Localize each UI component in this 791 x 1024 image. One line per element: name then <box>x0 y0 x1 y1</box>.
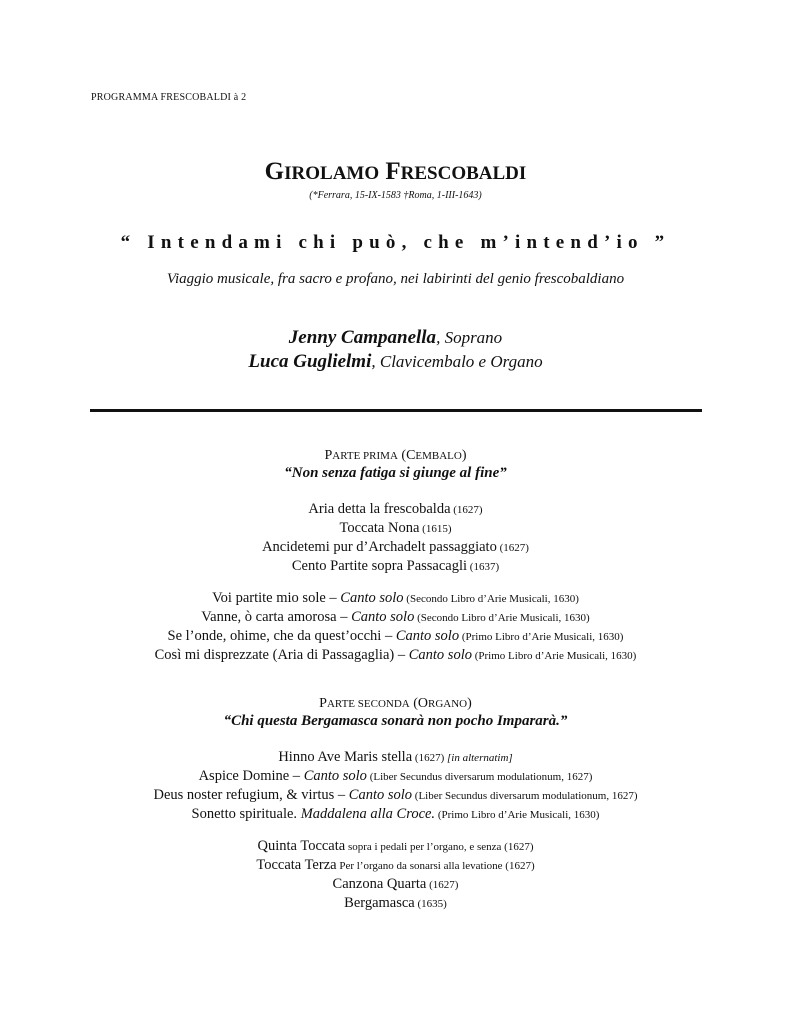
page-header: PROGRAMMA FRESCOBALDI à 2 <box>91 92 247 103</box>
list-item <box>0 767 791 786</box>
part-1-motto: “Non senza fatiga si giunge al fine” <box>284 465 507 481</box>
piece-info: Per l’organo da sonarsi alla levatione (1627) <box>336 860 535 872</box>
heading-close: ) <box>461 448 467 463</box>
piece-info: (1627) <box>412 752 447 764</box>
piece-info: (Primo Libro d’Arie Musicali, 1630) <box>471 650 637 662</box>
piece-info: sopra i pedali per l’organo, e senza (1627) <box>345 841 534 853</box>
piece-title: Aspice Domine – <box>198 768 304 784</box>
piece-info: (1627) <box>450 504 483 516</box>
list-item <box>0 646 791 665</box>
title-initial-1: G <box>264 158 285 185</box>
part-2-motto: “Chi questa Bergamasca sonarà non pocho Impararà.” <box>223 713 568 729</box>
piece-info: (Secondo Libro d’Arie Musicali, 1630) <box>414 612 590 624</box>
part-2-heading <box>0 696 791 712</box>
piece-title: Hinno Ave Maris stella <box>278 749 413 765</box>
performer-role: , Soprano <box>436 328 503 347</box>
piece-title: Bergamasca <box>344 895 415 911</box>
list-item <box>0 500 791 519</box>
piece-title: Sonetto spirituale. <box>191 806 301 822</box>
list-item <box>0 748 791 767</box>
heading-cap: (O <box>413 696 429 711</box>
title-rest-2: RESCOBALDI <box>400 163 527 184</box>
piece-title: Deus noster refugium, & virtus – <box>153 787 349 803</box>
piece-voice: Canto solo <box>303 768 367 784</box>
piece-info: (1635) <box>414 898 447 910</box>
list-item <box>0 805 791 824</box>
piece-title: Quinta Toccata <box>257 838 346 854</box>
list-item <box>0 538 791 557</box>
list-item <box>0 894 791 913</box>
piece-info: (1627) <box>426 879 459 891</box>
piece-info: (1615) <box>419 523 452 535</box>
heading-cap: (C <box>401 448 416 463</box>
heading-word: EMBALO <box>415 450 462 462</box>
program-motto: “ Intendami chi può, che m’intend’io ” <box>120 232 671 253</box>
piece-title: Se l’onde, ohime, che da quest’occhi – <box>167 628 396 644</box>
piece-info: (Liber Secundus diversarum modulationum, 1627) <box>366 771 593 783</box>
part-2-group-1 <box>0 748 791 824</box>
piece-voice: Canto solo <box>408 647 472 663</box>
title-rest-1: IROLAMO <box>284 163 380 184</box>
piece-info: (Primo Libro d’Arie Musicali, 1630) <box>435 809 600 821</box>
piece-info: (1627) <box>496 542 529 554</box>
piece-title: Toccata Nona <box>339 520 420 536</box>
performer-name: Luca Guglielmi <box>248 351 372 372</box>
heading-cap: P <box>319 696 327 711</box>
piece-voice: Canto solo <box>395 628 460 644</box>
piece-title: Ancidetemi pur d’Archadelt passaggiato <box>262 539 497 555</box>
piece-title: Canzona Quarta <box>332 876 427 892</box>
part-2-group-2 <box>0 837 791 913</box>
composer-title <box>0 158 791 186</box>
program-subtitle: Viaggio musicale, fra sacro e profano, nei labirinti del genio frescobaldiano <box>166 271 625 287</box>
piece-title: Cento Partite sopra Passacagli <box>291 558 468 574</box>
piece-voice: Canto solo <box>340 590 404 606</box>
piece-title: Così mi disprezzate (Aria di Passagaglia) – <box>154 647 409 663</box>
performer-name: Jenny Campanella <box>288 327 437 348</box>
title-initial-2: F <box>385 158 401 185</box>
list-item <box>0 557 791 576</box>
piece-title: Toccata Terza <box>256 857 337 873</box>
piece-voice: Canto solo <box>348 787 413 803</box>
piece-info: (1637) <box>467 561 500 573</box>
part-1-group-1 <box>0 500 791 576</box>
piece-info: (Liber Secundus diversarum modulationum, 1627) <box>412 790 638 802</box>
heading-word: ARTE SECONDA <box>326 698 410 710</box>
list-item <box>0 856 791 875</box>
list-item <box>0 837 791 856</box>
list-item <box>0 608 791 627</box>
list-item <box>0 589 791 608</box>
list-item <box>0 875 791 894</box>
list-item <box>0 786 791 805</box>
piece-voice: Maddalena alla Croce. <box>300 806 436 822</box>
heading-close: ) <box>467 696 472 711</box>
heading-cap: P <box>324 448 333 463</box>
list-item <box>0 627 791 646</box>
performer-2 <box>0 351 791 373</box>
heading-word: RGANO <box>428 698 468 710</box>
performer-role: , Clavicembalo e Organo <box>371 352 543 371</box>
list-item <box>0 519 791 538</box>
divider-rule <box>90 409 702 412</box>
piece-info: (Primo Libro d’Arie Musicali, 1630) <box>459 631 624 643</box>
composer-dates: (*Ferrara, 15-IX-1583 †Roma, 1-III-1643) <box>309 190 482 201</box>
piece-voice: Canto solo <box>351 609 415 625</box>
piece-title: Aria detta la frescobalda <box>308 501 451 517</box>
part-1-group-2 <box>0 589 791 665</box>
heading-word: ARTE PRIMA <box>332 450 398 462</box>
piece-note: [in alternatim] <box>446 752 513 764</box>
piece-title: Voi partite mio sole – <box>212 590 341 606</box>
part-1-heading <box>0 448 791 464</box>
performer-1 <box>0 327 791 349</box>
piece-info: (Secondo Libro d’Arie Musicali, 1630) <box>403 593 579 605</box>
piece-title: Vanne, ò carta amorosa – <box>201 609 352 625</box>
